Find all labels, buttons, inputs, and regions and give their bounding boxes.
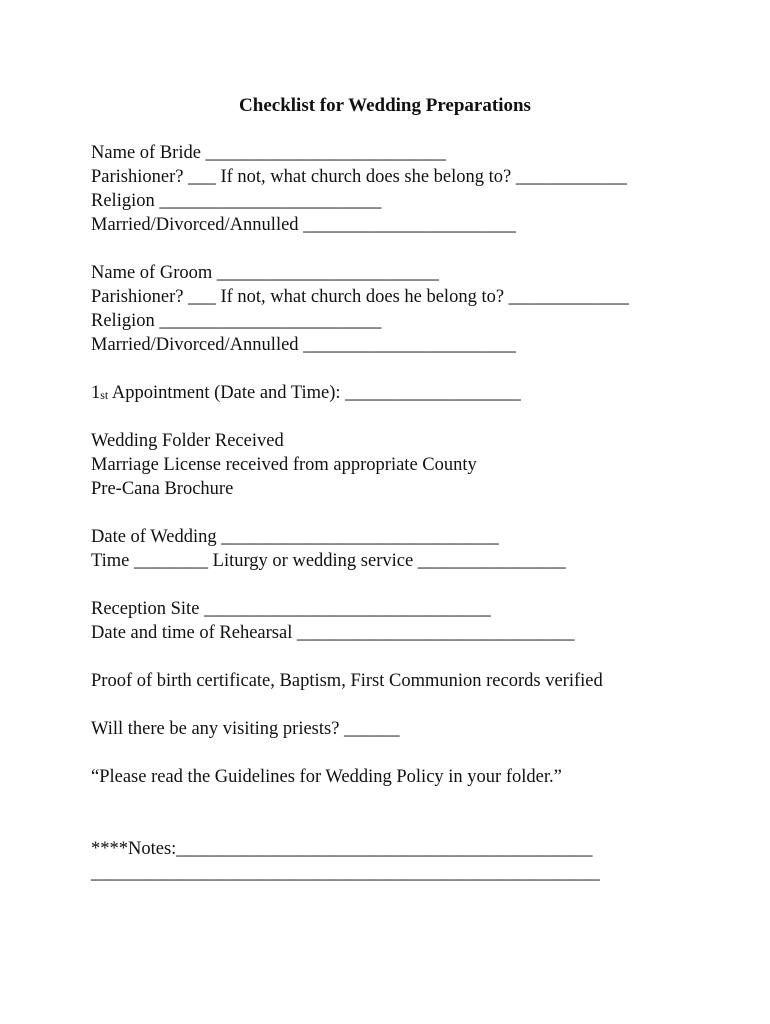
reception-site-field: Reception Site _______________________________: [91, 599, 491, 619]
bride-religion-field: Religion ________________________: [91, 191, 382, 211]
spacer: [91, 573, 751, 597]
bride-name-field: Name of Bride __________________________: [91, 143, 447, 163]
spacer: [91, 405, 751, 429]
visiting-priests-field: Will there be any visiting priests? ______: [91, 719, 400, 739]
checklist-body: [91, 141, 751, 885]
pre-cana-item: Pre-Cana Brochure: [91, 479, 234, 499]
wedding-folder-item: Wedding Folder Received: [91, 431, 284, 451]
marriage-license-item: Marriage License received from appropriate County: [91, 455, 477, 475]
guidelines-note: “Please read the Guidelines for Wedding Policy in your folder.”: [91, 767, 562, 787]
spacer: [91, 357, 751, 381]
spacer: [91, 693, 751, 717]
appointment-ordinal-suffix: st: [100, 388, 109, 402]
first-appointment-field: [91, 381, 751, 405]
spacer: [91, 789, 751, 837]
groom-name-field: Name of Groom ________________________: [91, 263, 439, 283]
groom-religion-field: Religion ________________________: [91, 311, 382, 331]
spacer: [91, 237, 751, 261]
proof-records-item: Proof of birth certificate, Baptism, First Communion records verified: [91, 671, 603, 691]
rehearsal-field: Date and time of Rehearsal ______________________________: [91, 623, 575, 643]
wedding-date-field: Date of Wedding ______________________________: [91, 527, 499, 547]
spacer: [91, 501, 751, 525]
notes-field: ****Notes:_____________________________________________: [91, 839, 593, 859]
spacer: [91, 645, 751, 669]
bride-status-field: Married/Divorced/Annulled _______________________: [91, 215, 516, 235]
spacer: [91, 741, 751, 765]
notes-continuation-line: _______________________________________________________: [91, 863, 600, 883]
document-title: Checklist for Wedding Preparations: [239, 95, 531, 116]
wedding-time-liturgy-field: Time ________ Liturgy or wedding service ________________: [91, 551, 566, 571]
groom-parishioner-field: Parishioner? ___ If not, what church does he belong to? _____________: [91, 287, 629, 307]
bride-parishioner-field: Parishioner? ___ If not, what church does she belong to? ____________: [91, 167, 627, 187]
appointment-text: Appointment (Date and Time): ___________________: [108, 383, 521, 403]
groom-status-field: Married/Divorced/Annulled _______________________: [91, 335, 516, 355]
appointment-ordinal-number: 1: [91, 383, 101, 403]
